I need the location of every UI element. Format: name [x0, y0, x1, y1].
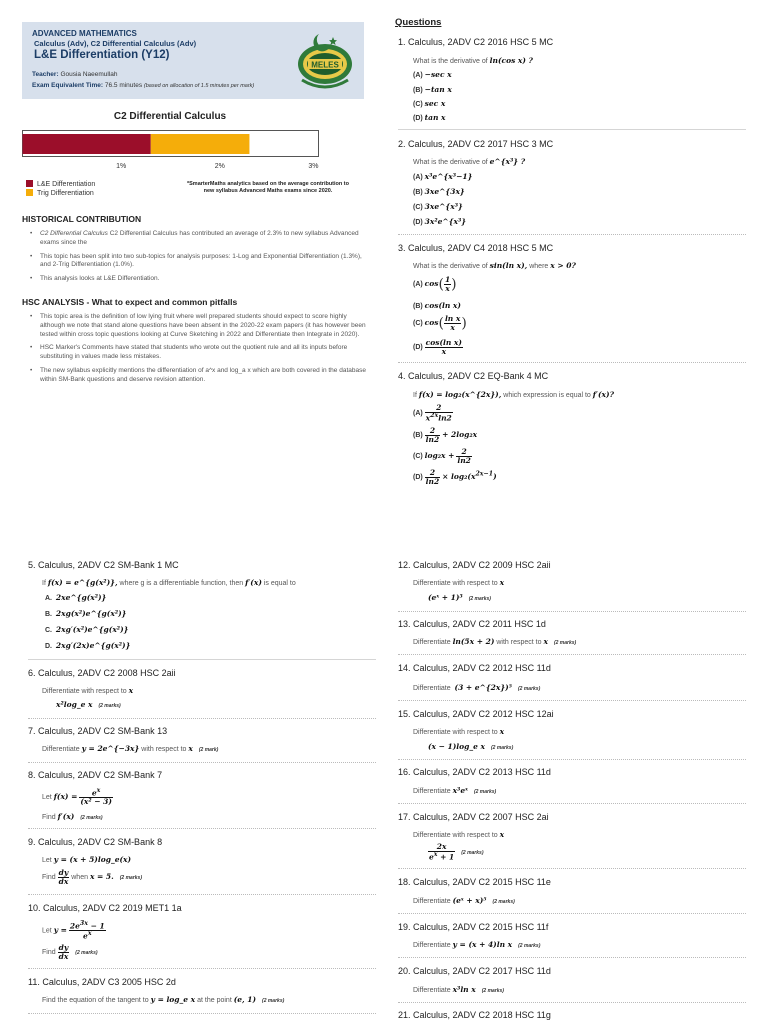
questions-heading: Questions [395, 17, 442, 28]
question-title[interactable]: 4. Calculus, 2ADV C2 EQ-Bank 4 MC [398, 371, 549, 381]
question-stem: Differentiate x³eˣ (2 marks) [413, 786, 497, 795]
question-title[interactable]: 21. Calculus, 2ADV C2 2018 HSC 11g [398, 1010, 551, 1020]
question-title[interactable]: 20. Calculus, 2ADV C2 2017 HSC 11d [398, 966, 551, 976]
divider [398, 362, 746, 363]
divider [398, 129, 746, 130]
question-expression: (x − 1)log_e x (2 marks) [428, 742, 514, 751]
header-box [22, 22, 364, 99]
question-title[interactable]: 15. Calculus, 2ADV C2 2012 HSC 12ai [398, 709, 554, 719]
option[interactable]: (D) $\frac{2}{\ln 2}$ × $\log_2(x^{2x-1})$ [413, 468, 497, 486]
question-expression: $\frac{2x}{e^x + 1}$ (2 marks) [429, 842, 484, 862]
legend-item-trig: Trig Differentiation [26, 189, 94, 197]
question-title[interactable]: 2. Calculus, 2ADV C2 2017 HSC 3 MC [398, 139, 554, 149]
x-tick-label: 3% [308, 163, 319, 170]
question-expression: (eˣ + 1)³ (2 marks) [428, 593, 491, 602]
question-stem: Differentiate y = (x + 4)ln x (2 marks) [413, 940, 541, 949]
historical-bullet: • This topic has been split into two sub-topics for analysis purposes: 1-Log and Exponential Differentiation (1.3%), and 2-Trig Differentiation (1.0%). [30, 253, 368, 271]
option[interactable]: (A) $\frac{2}{x^{2x}\ln 2}$ [413, 403, 452, 423]
divider [28, 718, 376, 719]
divider [398, 1002, 746, 1003]
hsc-bullet: • The new syllabus explicitly mentions the differentiation of a^x and log_a x which are both covered in the database within SM-Bank questions and deserve revision attention. [30, 367, 368, 385]
hsc-bullet: • This topic area is the definition of low lying fruit where well prepared students should expect to score highly although we note that stand alone questions have been absent in the 2020-22 exam papers (it has however been tested within cross topic questions looking at Curve Sketching in 2022 and Differentiate then Integrate in 2020). [30, 313, 368, 339]
divider [28, 828, 376, 829]
question-title[interactable]: 14. Calculus, 2ADV C2 2012 HSC 11d [398, 663, 551, 673]
question-stem: If f(x) = e^{g(x²)}, where g is a differentiable function, then f′(x) is equal to [42, 578, 296, 587]
option[interactable]: D. 2xg′(2x)e^{g(x²)} [45, 641, 131, 650]
analytics-note: *SmarterMaths analytics based on the average contribution to new syllabus Advanced Maths exams since 2020. [187, 181, 349, 195]
svg-text:MELES: MELES [311, 60, 339, 70]
legend-swatch-le [26, 180, 33, 187]
divider [398, 803, 746, 804]
question-stem: Find f′(x) (2 marks) [42, 812, 103, 821]
question-stem: Differentiate with respect to x [413, 727, 505, 736]
question-stem: What is the derivative of e^{x³} ? [413, 157, 526, 166]
page-title: L&E Differentiation (Y12) [34, 49, 170, 61]
question-title[interactable]: 16. Calculus, 2ADV C2 2013 HSC 11d [398, 767, 551, 777]
divider [398, 868, 746, 869]
hsc-bullet: • HSC Marker's Comments have stated that students who wrote out the quotient rule and all its inputs before substituting in values made less mistakes. [30, 344, 368, 362]
question-stem: Let f(x) = $\frac{e^x}{\text{(x² − 3)}}$ [42, 787, 112, 807]
question-title[interactable]: 9. Calculus, 2ADV C2 SM-Bank 8 [28, 837, 163, 847]
hsc-heading: HSC ANALYSIS - What to expect and common pitfalls [22, 297, 238, 307]
divider [28, 1013, 376, 1014]
question-expression: x²log_e x (2 marks) [56, 700, 121, 709]
divider [398, 913, 746, 914]
divider [28, 894, 376, 895]
divider [398, 611, 746, 612]
question-stem: Differentiate x³ln x (2 marks) [413, 985, 504, 994]
school-logo [296, 28, 354, 92]
question-title[interactable]: 17. Calculus, 2ADV C2 2007 HSC 2ai [398, 812, 549, 822]
question-title[interactable]: 13. Calculus, 2ADV C2 2011 HSC 1d [398, 619, 546, 629]
divider [28, 762, 376, 763]
question-title[interactable]: 18. Calculus, 2ADV C2 2015 HSC 11e [398, 877, 551, 887]
historical-list [30, 230, 368, 289]
option[interactable]: (D) $\frac{\text{cos(ln x)}}{x}$ [413, 338, 462, 356]
option[interactable]: C. 2xg′(x²)e^{g(x²)} [45, 625, 129, 634]
x-tick-label: 1% [116, 163, 127, 170]
option[interactable]: B. 2xg(x²)e^{g(x²)} [45, 609, 127, 618]
question-stem: Differentiate (eˣ + x)⁵ (2 marks) [413, 896, 515, 905]
option[interactable]: A. 2xe^{g(x²)} [45, 593, 107, 602]
question-stem: Differentiate with respect to x [413, 830, 505, 839]
question-title[interactable]: 19. Calculus, 2ADV C2 2015 HSC 11f [398, 922, 549, 932]
option[interactable]: (C) log₂x + $\frac{2}{\ln 2}$ [413, 447, 471, 465]
question-stem: Find $\frac{dy}{dx}$ when x = 5. (2 marks) [42, 868, 142, 886]
option[interactable]: (A) −sec x [413, 70, 452, 79]
chart-title: C2 Differential Calculus [113, 111, 227, 122]
time-line: Exam Equivalent Time: 76.5 minutes (based on allocation of 1.5 minutes per mark) [32, 82, 255, 89]
subject-label: ADVANCED MATHEMATICS [32, 29, 137, 38]
option[interactable]: (C) cos( $\frac{\text{ln x}}{x}$ ) [413, 314, 467, 332]
option[interactable]: (D) 3x²e^{x³} [413, 217, 467, 226]
option[interactable]: (C) sec x [413, 99, 446, 108]
question-title[interactable]: 12. Calculus, 2ADV C2 2009 HSC 2aii [398, 560, 551, 570]
bar-segment-trig [151, 134, 250, 154]
question-title[interactable]: 6. Calculus, 2ADV C2 2008 HSC 2aii [28, 668, 176, 678]
option[interactable]: (D) tan x [413, 113, 446, 122]
question-stem: Find the equation of the tangent to y = log_e x at the point (e, 1) (2 marks) [42, 995, 285, 1004]
option[interactable]: (A) x³e^{x³−1} [413, 172, 473, 181]
historical-bullet: • This analysis looks at L&E Differentiation. [30, 275, 368, 284]
bar-segment-le [23, 134, 151, 154]
divider [398, 234, 746, 235]
question-stem: Differentiate ln(5x + 2) with respect to x (2 marks) [413, 637, 577, 646]
question-stem: What is the derivative of sin(ln x), where x > 0? [413, 261, 576, 270]
question-stem: What is the derivative of ln(cos x) ? [413, 56, 533, 65]
divider [28, 968, 376, 969]
question-title[interactable]: 7. Calculus, 2ADV C2 SM-Bank 13 [28, 726, 168, 736]
option[interactable]: (B) cos(ln x) [413, 301, 461, 310]
historical-bullet: • C2 Differential Calculus C2 Differential Calculus has contributed an average of 2.3% to new syllabus Advanced exams since the [30, 230, 368, 248]
question-title[interactable]: 10. Calculus, 2ADV C2 2019 MET1 1a [28, 903, 182, 913]
option[interactable]: (C) 3xe^{x³} [413, 202, 463, 211]
teacher-line: Teacher: Gousia Naeemullah [32, 71, 118, 78]
question-stem: Differentiate with respect to x [42, 686, 134, 695]
question-stem: Differentiate with respect to x [413, 578, 505, 587]
question-stem: Differentiate (3 + e^{2x})⁵ (2 marks) [413, 683, 541, 692]
course-label: Calculus (Adv), C2 Differential Calculus (Adv) [34, 39, 197, 48]
question-title[interactable]: 3. Calculus, 2ADV C4 2018 HSC 5 MC [398, 243, 554, 253]
x-tick-label: 2% [214, 163, 225, 170]
divider [398, 700, 746, 701]
question-title[interactable]: 11. Calculus, 2ADV C3 2005 HSC 2d [28, 977, 176, 987]
divider [28, 659, 376, 660]
question-stem: If f(x) = log₂(x^{2x}), which expression is equal to f′(x)? [413, 390, 614, 399]
historical-heading: HISTORICAL CONTRIBUTION [22, 214, 142, 224]
teacher-name: Gousia Naeemullah [60, 71, 118, 78]
question-title[interactable]: 1. Calculus, 2ADV C2 2016 HSC 5 MC [398, 37, 554, 47]
legend-swatch-trig [26, 189, 33, 196]
divider [398, 957, 746, 958]
legend-item-le: L&E Differentiation [26, 180, 95, 188]
question-stem: Let y = $\frac{2e^{3x} - 1}{e^x}$ [42, 920, 105, 941]
option[interactable]: (A) cos( $\frac{1}{x}$ ) [413, 275, 457, 293]
option[interactable]: (B) $\frac{2}{\ln 2}$ + 2log₂x [413, 426, 478, 444]
divider [398, 654, 746, 655]
option[interactable]: (B) −tan x [413, 85, 452, 94]
question-stem: Find $\frac{dy}{dx}$ (2 marks) [42, 943, 98, 961]
question-stem: Differentiate y = 2e^{−3x} with respect to x (2 mark) [42, 744, 219, 753]
contribution-bar-chart [22, 130, 322, 176]
question-title[interactable]: 5. Calculus, 2ADV C2 SM-Bank 1 MC [28, 560, 179, 570]
question-title[interactable]: 8. Calculus, 2ADV C2 SM-Bank 7 [28, 770, 163, 780]
hsc-list [30, 313, 368, 389]
divider [398, 759, 746, 760]
question-stem: Let y = (x + 5)log_e(x) [42, 855, 132, 864]
option[interactable]: (B) 3xe^{3x} [413, 187, 465, 196]
